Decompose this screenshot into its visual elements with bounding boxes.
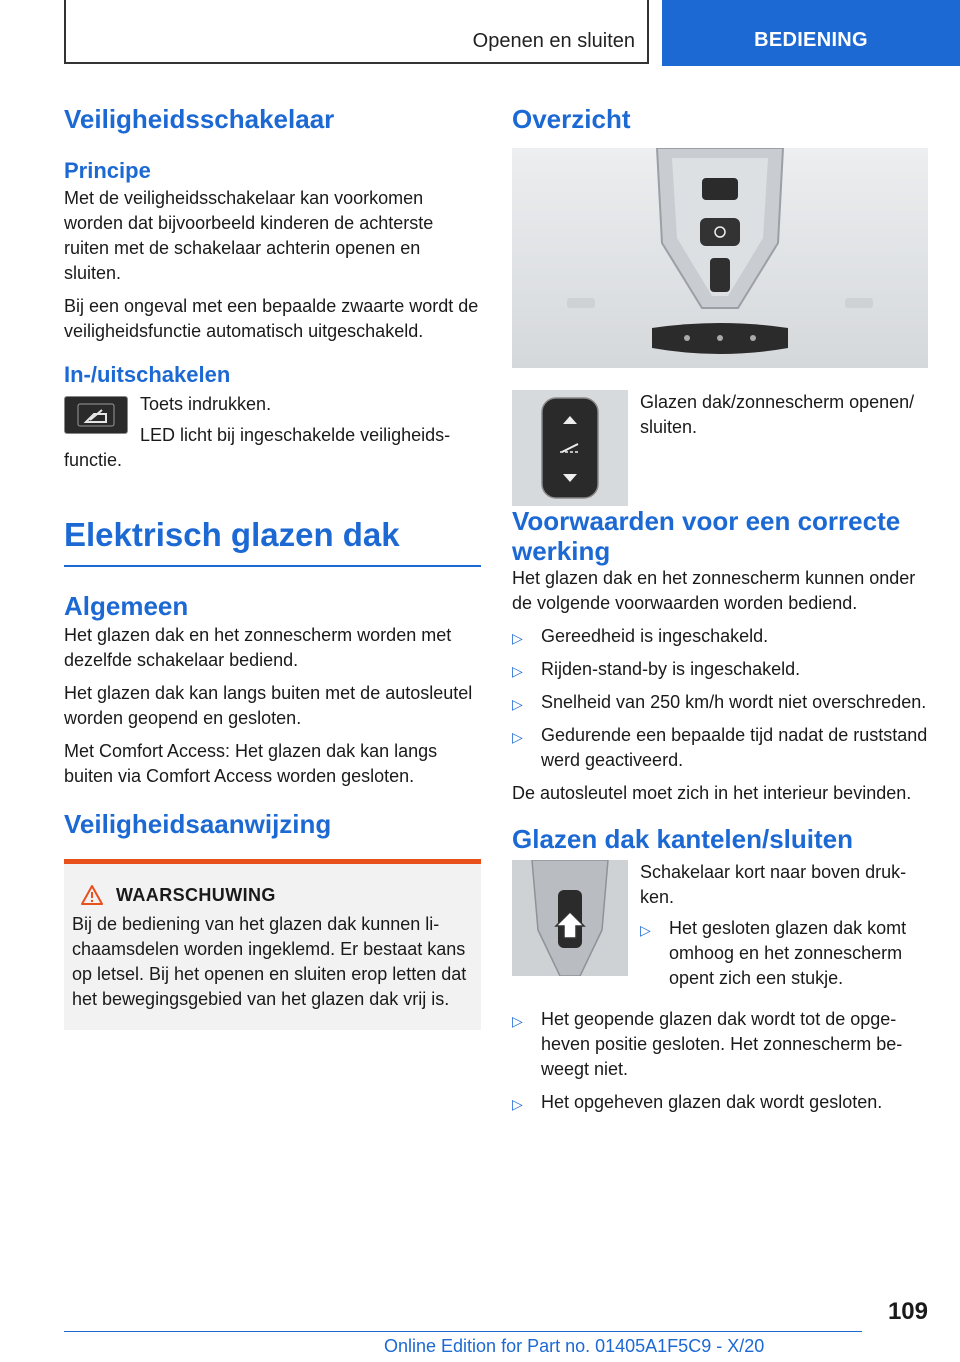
header-chapter-tab: BEDIENING <box>662 0 960 66</box>
header-section-title: Openen en sluiten <box>472 30 635 52</box>
heading-algemeen: Algemeen <box>64 591 189 621</box>
right-column <box>512 102 928 1123</box>
page-number: 109 <box>887 1298 928 1325</box>
section-title-veiligheidsschakelaar: Veiligheidsschakelaar <box>64 104 335 134</box>
overhead-console-photo <box>512 148 928 368</box>
list-item: ▷ Gereedheid is ingeschakeld. <box>512 624 928 649</box>
triangle-bullet-icon: ▷ <box>512 663 523 679</box>
conditions-list <box>512 624 928 773</box>
paragraph: Het glazen dak en het zonnescherm kunnen onder de volgende voorwaarden worden bediend. <box>512 568 916 613</box>
paragraph: Het glazen dak kan langs buiten met de autosleutel worden geopend en gesloten. <box>64 683 473 728</box>
switch-push-up-photo <box>512 860 628 976</box>
triangle-bullet-icon: ▷ <box>512 729 523 745</box>
paragraph: Het glazen dak en het zonnescherm worden met dezelfde schakelaar bediend. <box>64 625 452 670</box>
warning-triangle-icon <box>80 884 104 906</box>
kantelen-block <box>512 860 928 999</box>
list-item: ▷ Het opgeheven glazen dak wordt gesloten. <box>512 1090 928 1115</box>
chapter-title-elektrisch-glazen-dak: Elektrisch glazen dak <box>64 513 481 567</box>
list-item: ▷ Snelheid van 250 km/h wordt niet overschreden. <box>512 690 928 715</box>
triangle-bullet-icon: ▷ <box>512 1096 523 1112</box>
heading-principe: Principe <box>64 158 151 183</box>
paragraph: Schakelaar kort naar boven drukken. <box>640 862 907 907</box>
paragraph: Met de veiligheidsschakelaar kan voorkomen worden dat bijvoorbeeld kinderen de achterste ruiten met de schakelaar achterin openen en sluiten. <box>64 188 434 283</box>
paragraph: Toets indrukken. <box>140 394 272 414</box>
paragraph: LED licht bij ingeschakelde veiligheidsfunctie. <box>64 425 451 470</box>
left-column <box>64 102 481 1030</box>
triangle-bullet-icon: ▷ <box>512 630 523 646</box>
heading-in-uitschakelen: In-/uitschakelen <box>64 362 231 387</box>
list-item: ▷ Rijden-stand-by is ingeschakeld. <box>512 657 928 682</box>
window-lock-button-icon <box>64 396 128 434</box>
footer-edition: Online Edition for Part no. 01405A1F5C9 - X/20 <box>384 1336 765 1356</box>
heading-kantelen-sluiten: Glazen dak kantelen/sluiten <box>512 824 853 854</box>
warning-box <box>64 859 481 1030</box>
overzicht-caption: Glazen dak/zonnescherm openen/ sluiten. <box>640 392 915 437</box>
triangle-bullet-icon: ▷ <box>640 922 651 938</box>
paragraph: De autosleutel moet zich in het interieur bevinden. <box>512 783 912 803</box>
list-item: ▷ Het gesloten glazen dak komt omhoog en het zonnescherm opent zich een stukje. <box>640 918 907 988</box>
heading-overzicht: Overzicht <box>512 104 631 134</box>
warning-text: Bij de bediening van het glazen dak kunnen lichaamsdelen worden ingeklemd. Er bestaat kans op letsel. Bij het openen en sluiten erop letten dat het bewegingsgebied van het glazen dak vrij is. <box>72 914 467 1009</box>
inuit-block <box>64 392 481 473</box>
kantelen-sub-list <box>640 916 928 999</box>
list-item: ▷ Het geopende glazen dak wordt tot de opgeheven positie gesloten. Het zonnescherm beweegt niet. <box>512 1009 903 1079</box>
triangle-bullet-icon: ▷ <box>512 696 523 712</box>
list-item: ▷ Gedurende een bepaalde tijd nadat de ruststand werd geactiveerd. <box>512 725 928 770</box>
overzicht-switch-block <box>512 390 928 440</box>
heading-veiligheidsaanwijzing: Veiligheidsaanwijzing <box>64 809 332 839</box>
paragraph: Met Comfort Access: Het glazen dak kan langs buiten via Comfort Access worden gesloten. <box>64 741 438 786</box>
warning-title-label: WAARSCHUWING <box>116 884 276 905</box>
roof-switch-photo <box>512 390 628 506</box>
kantelen-list <box>512 1007 928 1115</box>
footer-rule <box>64 1331 862 1332</box>
heading-voorwaarden: Voorwaarden voor een correcte werking <box>512 506 901 566</box>
triangle-bullet-icon: ▷ <box>512 1013 523 1029</box>
paragraph: Bij een ongeval met een bepaalde zwaarte wordt de veiligheidsfunctie automatisch uitgeschakeld. <box>64 296 479 341</box>
warning-title <box>72 884 471 906</box>
